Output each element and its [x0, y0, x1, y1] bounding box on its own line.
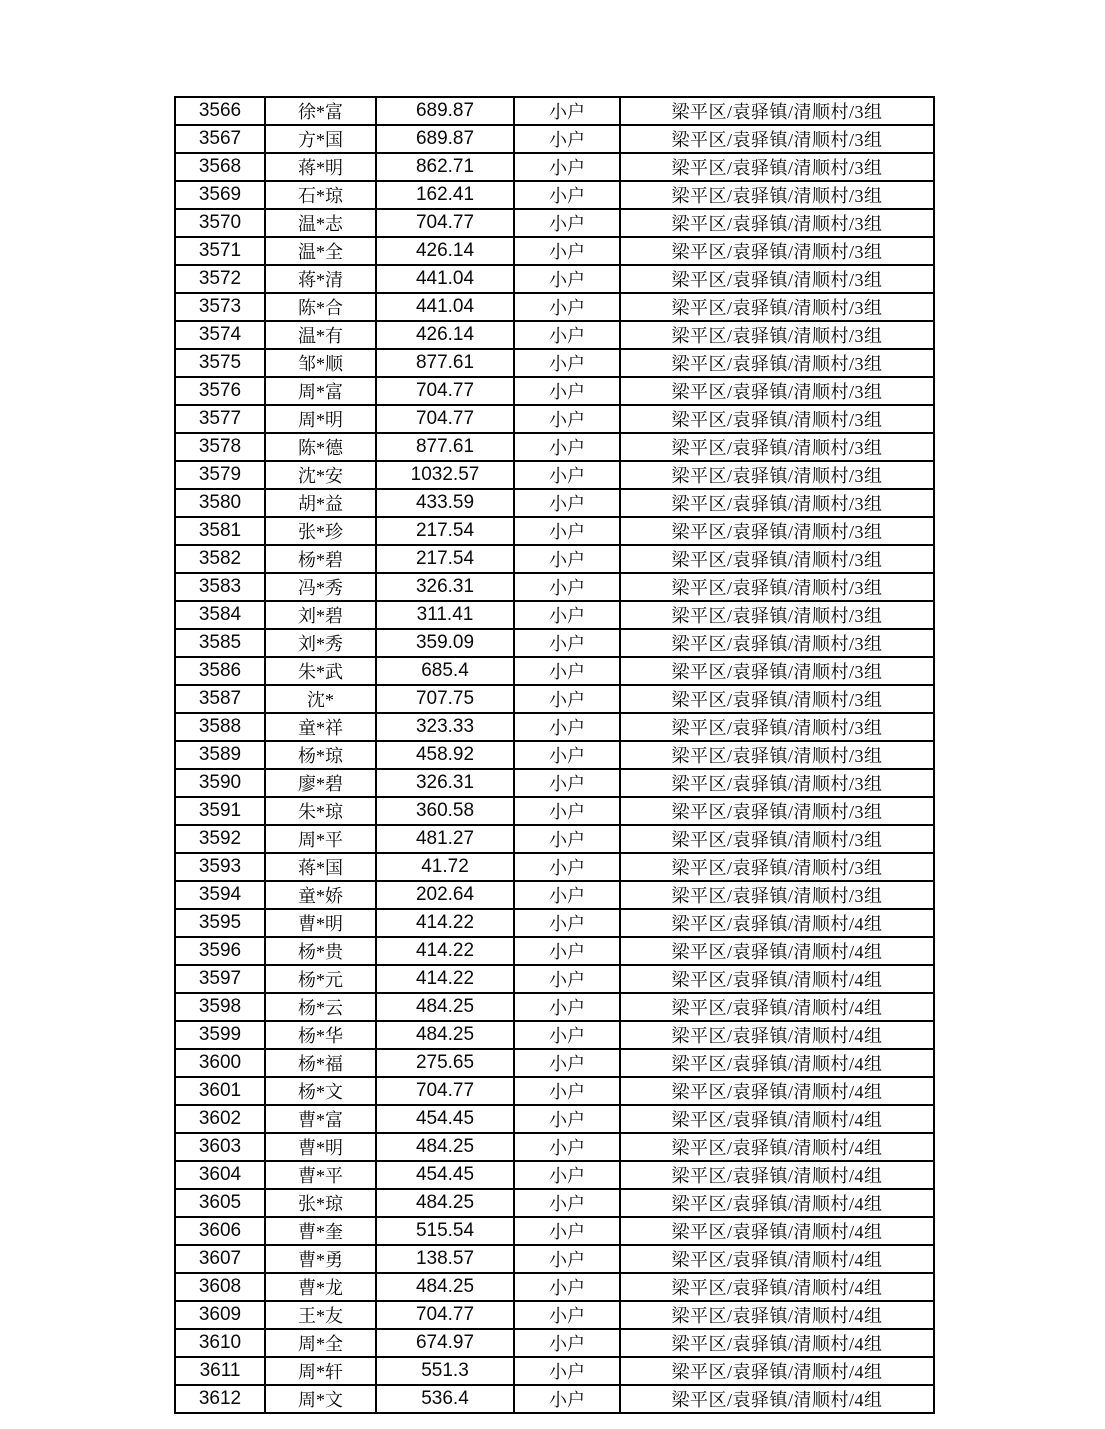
cell-serial: 3595: [175, 909, 265, 937]
table-row: [175, 1161, 934, 1189]
cell-household-type: 小户: [514, 1133, 620, 1161]
cell-serial: 3596: [175, 937, 265, 965]
cell-amount: 41.72: [376, 853, 514, 881]
cell-name: 曹*龙: [265, 1273, 376, 1301]
table-row: [175, 97, 934, 125]
cell-household-type: 小户: [514, 489, 620, 517]
data-table: [174, 96, 935, 1414]
cell-serial: 3607: [175, 1245, 265, 1273]
cell-household-type: 小户: [514, 1021, 620, 1049]
cell-serial: 3606: [175, 1217, 265, 1245]
table-row: [175, 937, 934, 965]
table-row: [175, 769, 934, 797]
table-row: [175, 265, 934, 293]
cell-name: 温*志: [265, 209, 376, 237]
cell-name: 杨*琼: [265, 741, 376, 769]
table-row: [175, 601, 934, 629]
cell-address: 梁平区/袁驿镇/清顺村/4组: [620, 1273, 934, 1301]
cell-name: 曹*明: [265, 1133, 376, 1161]
table-row: [175, 517, 934, 545]
cell-name: 周*轩: [265, 1357, 376, 1385]
cell-amount: 515.54: [376, 1217, 514, 1245]
cell-amount: 359.09: [376, 629, 514, 657]
cell-household-type: 小户: [514, 1357, 620, 1385]
cell-serial: 3611: [175, 1357, 265, 1385]
table-body: [175, 97, 934, 1413]
cell-address: 梁平区/袁驿镇/清顺村/4组: [620, 1105, 934, 1133]
cell-address: 梁平区/袁驿镇/清顺村/4组: [620, 1217, 934, 1245]
cell-household-type: 小户: [514, 909, 620, 937]
cell-address: 梁平区/袁驿镇/清顺村/4组: [620, 965, 934, 993]
cell-serial: 3592: [175, 825, 265, 853]
cell-household-type: 小户: [514, 265, 620, 293]
cell-address: 梁平区/袁驿镇/清顺村/3组: [620, 629, 934, 657]
cell-serial: 3580: [175, 489, 265, 517]
table-row: [175, 293, 934, 321]
cell-name: 杨*贵: [265, 937, 376, 965]
cell-household-type: 小户: [514, 349, 620, 377]
cell-household-type: 小户: [514, 993, 620, 1021]
cell-serial: 3602: [175, 1105, 265, 1133]
cell-address: 梁平区/袁驿镇/清顺村/3组: [620, 769, 934, 797]
table-row: [175, 1189, 934, 1217]
cell-household-type: 小户: [514, 181, 620, 209]
cell-household-type: 小户: [514, 1301, 620, 1329]
cell-name: 刘*秀: [265, 629, 376, 657]
cell-address: 梁平区/袁驿镇/清顺村/4组: [620, 1385, 934, 1413]
cell-amount: 454.45: [376, 1161, 514, 1189]
cell-address: 梁平区/袁驿镇/清顺村/3组: [620, 881, 934, 909]
cell-name: 童*娇: [265, 881, 376, 909]
table-row: [175, 825, 934, 853]
table-row: [175, 713, 934, 741]
cell-serial: 3578: [175, 433, 265, 461]
cell-household-type: 小户: [514, 1245, 620, 1273]
cell-amount: 275.65: [376, 1049, 514, 1077]
cell-address: 梁平区/袁驿镇/清顺村/3组: [620, 321, 934, 349]
cell-household-type: 小户: [514, 1329, 620, 1357]
cell-amount: 484.25: [376, 1133, 514, 1161]
cell-address: 梁平区/袁驿镇/清顺村/4组: [620, 909, 934, 937]
cell-address: 梁平区/袁驿镇/清顺村/3组: [620, 517, 934, 545]
cell-household-type: 小户: [514, 293, 620, 321]
table-row: [175, 909, 934, 937]
cell-address: 梁平区/袁驿镇/清顺村/3组: [620, 209, 934, 237]
cell-name: 曹*平: [265, 1161, 376, 1189]
cell-serial: 3610: [175, 1329, 265, 1357]
table-row: [175, 153, 934, 181]
table-row: [175, 797, 934, 825]
cell-amount: 704.77: [376, 209, 514, 237]
cell-address: 梁平区/袁驿镇/清顺村/3组: [620, 405, 934, 433]
cell-name: 温*全: [265, 237, 376, 265]
cell-amount: 484.25: [376, 1273, 514, 1301]
cell-serial: 3582: [175, 545, 265, 573]
cell-household-type: 小户: [514, 1273, 620, 1301]
cell-address: 梁平区/袁驿镇/清顺村/3组: [620, 573, 934, 601]
cell-serial: 3600: [175, 1049, 265, 1077]
cell-amount: 217.54: [376, 517, 514, 545]
cell-address: 梁平区/袁驿镇/清顺村/3组: [620, 433, 934, 461]
cell-name: 张*珍: [265, 517, 376, 545]
cell-amount: 877.61: [376, 433, 514, 461]
cell-address: 梁平区/袁驿镇/清顺村/3组: [620, 657, 934, 685]
cell-name: 曹*富: [265, 1105, 376, 1133]
cell-name: 蒋*明: [265, 153, 376, 181]
cell-name: 杨*碧: [265, 545, 376, 573]
cell-address: 梁平区/袁驿镇/清顺村/4组: [620, 1049, 934, 1077]
table-row: [175, 1329, 934, 1357]
cell-serial: 3612: [175, 1385, 265, 1413]
cell-serial: 3609: [175, 1301, 265, 1329]
cell-amount: 162.41: [376, 181, 514, 209]
cell-serial: 3594: [175, 881, 265, 909]
cell-name: 冯*秀: [265, 573, 376, 601]
cell-amount: 1032.57: [376, 461, 514, 489]
cell-name: 周*明: [265, 405, 376, 433]
table-row: [175, 1049, 934, 1077]
cell-address: 梁平区/袁驿镇/清顺村/4组: [620, 937, 934, 965]
cell-address: 梁平区/袁驿镇/清顺村/4组: [620, 1245, 934, 1273]
cell-address: 梁平区/袁驿镇/清顺村/4组: [620, 1189, 934, 1217]
cell-amount: 689.87: [376, 97, 514, 125]
cell-household-type: 小户: [514, 965, 620, 993]
cell-serial: 3599: [175, 1021, 265, 1049]
table-row: [175, 1301, 934, 1329]
cell-amount: 326.31: [376, 573, 514, 601]
cell-name: 杨*元: [265, 965, 376, 993]
cell-address: 梁平区/袁驿镇/清顺村/3组: [620, 181, 934, 209]
cell-serial: 3566: [175, 97, 265, 125]
cell-household-type: 小户: [514, 153, 620, 181]
cell-address: 梁平区/袁驿镇/清顺村/3组: [620, 125, 934, 153]
cell-amount: 360.58: [376, 797, 514, 825]
cell-serial: 3598: [175, 993, 265, 1021]
table-row: [175, 545, 934, 573]
cell-name: 朱*武: [265, 657, 376, 685]
cell-name: 杨*云: [265, 993, 376, 1021]
cell-household-type: 小户: [514, 713, 620, 741]
table-row: [175, 685, 934, 713]
cell-serial: 3577: [175, 405, 265, 433]
cell-amount: 481.27: [376, 825, 514, 853]
table-row: [175, 993, 934, 1021]
cell-household-type: 小户: [514, 517, 620, 545]
cell-serial: 3571: [175, 237, 265, 265]
cell-address: 梁平区/袁驿镇/清顺村/3组: [620, 349, 934, 377]
cell-amount: 877.61: [376, 349, 514, 377]
cell-name: 杨*文: [265, 1077, 376, 1105]
cell-household-type: 小户: [514, 1217, 620, 1245]
table-row: [175, 629, 934, 657]
cell-amount: 414.22: [376, 937, 514, 965]
cell-household-type: 小户: [514, 125, 620, 153]
cell-serial: 3569: [175, 181, 265, 209]
cell-address: 梁平区/袁驿镇/清顺村/3组: [620, 713, 934, 741]
cell-name: 温*有: [265, 321, 376, 349]
cell-household-type: 小户: [514, 461, 620, 489]
cell-household-type: 小户: [514, 237, 620, 265]
cell-amount: 433.59: [376, 489, 514, 517]
cell-amount: 441.04: [376, 293, 514, 321]
cell-serial: 3581: [175, 517, 265, 545]
cell-name: 曹*明: [265, 909, 376, 937]
cell-amount: 441.04: [376, 265, 514, 293]
cell-household-type: 小户: [514, 1105, 620, 1133]
cell-household-type: 小户: [514, 433, 620, 461]
cell-serial: 3575: [175, 349, 265, 377]
cell-name: 邹*顺: [265, 349, 376, 377]
cell-address: 梁平区/袁驿镇/清顺村/3组: [620, 685, 934, 713]
cell-amount: 426.14: [376, 237, 514, 265]
table-row: [175, 209, 934, 237]
cell-serial: 3579: [175, 461, 265, 489]
cell-name: 曹*勇: [265, 1245, 376, 1273]
cell-name: 廖*碧: [265, 769, 376, 797]
cell-address: 梁平区/袁驿镇/清顺村/3组: [620, 825, 934, 853]
table-row: [175, 741, 934, 769]
cell-name: 胡*益: [265, 489, 376, 517]
cell-amount: 685.4: [376, 657, 514, 685]
cell-household-type: 小户: [514, 741, 620, 769]
table-row: [175, 377, 934, 405]
cell-name: 沈*: [265, 685, 376, 713]
cell-amount: 484.25: [376, 993, 514, 1021]
cell-address: 梁平区/袁驿镇/清顺村/4组: [620, 1357, 934, 1385]
cell-serial: 3576: [175, 377, 265, 405]
cell-name: 杨*华: [265, 1021, 376, 1049]
cell-amount: 484.25: [376, 1189, 514, 1217]
cell-household-type: 小户: [514, 853, 620, 881]
cell-serial: 3585: [175, 629, 265, 657]
cell-name: 周*富: [265, 377, 376, 405]
table-row: [175, 1021, 934, 1049]
cell-serial: 3603: [175, 1133, 265, 1161]
cell-household-type: 小户: [514, 97, 620, 125]
cell-serial: 3567: [175, 125, 265, 153]
cell-serial: 3591: [175, 797, 265, 825]
cell-address: 梁平区/袁驿镇/清顺村/3组: [620, 741, 934, 769]
cell-name: 杨*福: [265, 1049, 376, 1077]
cell-serial: 3587: [175, 685, 265, 713]
cell-amount: 704.77: [376, 377, 514, 405]
cell-address: 梁平区/袁驿镇/清顺村/3组: [620, 265, 934, 293]
cell-serial: 3584: [175, 601, 265, 629]
cell-household-type: 小户: [514, 545, 620, 573]
cell-amount: 862.71: [376, 153, 514, 181]
table-row: [175, 881, 934, 909]
cell-amount: 323.33: [376, 713, 514, 741]
cell-household-type: 小户: [514, 601, 620, 629]
cell-household-type: 小户: [514, 769, 620, 797]
cell-address: 梁平区/袁驿镇/清顺村/4组: [620, 1301, 934, 1329]
table-row: [175, 1273, 934, 1301]
cell-name: 陈*合: [265, 293, 376, 321]
cell-name: 刘*碧: [265, 601, 376, 629]
cell-amount: 536.4: [376, 1385, 514, 1413]
cell-household-type: 小户: [514, 1077, 620, 1105]
cell-name: 沈*安: [265, 461, 376, 489]
cell-household-type: 小户: [514, 629, 620, 657]
cell-household-type: 小户: [514, 685, 620, 713]
table-row: [175, 1217, 934, 1245]
cell-serial: 3605: [175, 1189, 265, 1217]
cell-household-type: 小户: [514, 1385, 620, 1413]
table-row: [175, 657, 934, 685]
cell-amount: 674.97: [376, 1329, 514, 1357]
table-row: [175, 349, 934, 377]
cell-household-type: 小户: [514, 657, 620, 685]
cell-amount: 426.14: [376, 321, 514, 349]
table-row: [175, 461, 934, 489]
cell-address: 梁平区/袁驿镇/清顺村/4组: [620, 1021, 934, 1049]
cell-name: 周*文: [265, 1385, 376, 1413]
cell-address: 梁平区/袁驿镇/清顺村/3组: [620, 377, 934, 405]
cell-address: 梁平区/袁驿镇/清顺村/4组: [620, 1161, 934, 1189]
cell-household-type: 小户: [514, 377, 620, 405]
cell-address: 梁平区/袁驿镇/清顺村/3组: [620, 237, 934, 265]
cell-amount: 326.31: [376, 769, 514, 797]
table-row: [175, 489, 934, 517]
table-row: [175, 1133, 934, 1161]
cell-amount: 454.45: [376, 1105, 514, 1133]
cell-name: 周*全: [265, 1329, 376, 1357]
cell-name: 徐*富: [265, 97, 376, 125]
cell-serial: 3593: [175, 853, 265, 881]
cell-amount: 704.77: [376, 1077, 514, 1105]
cell-household-type: 小户: [514, 797, 620, 825]
cell-serial: 3583: [175, 573, 265, 601]
cell-address: 梁平区/袁驿镇/清顺村/3组: [620, 293, 934, 321]
cell-serial: 3597: [175, 965, 265, 993]
cell-name: 陈*德: [265, 433, 376, 461]
cell-amount: 704.77: [376, 405, 514, 433]
cell-address: 梁平区/袁驿镇/清顺村/4组: [620, 1329, 934, 1357]
table-row: [175, 125, 934, 153]
cell-amount: 551.3: [376, 1357, 514, 1385]
table-row: [175, 1105, 934, 1133]
table-row: [175, 1357, 934, 1385]
cell-household-type: 小户: [514, 321, 620, 349]
cell-household-type: 小户: [514, 573, 620, 601]
table-row: [175, 573, 934, 601]
cell-address: 梁平区/袁驿镇/清顺村/4组: [620, 1077, 934, 1105]
cell-serial: 3574: [175, 321, 265, 349]
cell-serial: 3572: [175, 265, 265, 293]
cell-household-type: 小户: [514, 1189, 620, 1217]
cell-serial: 3588: [175, 713, 265, 741]
cell-serial: 3590: [175, 769, 265, 797]
cell-name: 方*国: [265, 125, 376, 153]
cell-address: 梁平区/袁驿镇/清顺村/4组: [620, 993, 934, 1021]
cell-amount: 202.64: [376, 881, 514, 909]
cell-name: 蒋*清: [265, 265, 376, 293]
cell-household-type: 小户: [514, 1049, 620, 1077]
cell-address: 梁平区/袁驿镇/清顺村/3组: [620, 153, 934, 181]
cell-address: 梁平区/袁驿镇/清顺村/4组: [620, 1133, 934, 1161]
cell-serial: 3604: [175, 1161, 265, 1189]
cell-address: 梁平区/袁驿镇/清顺村/3组: [620, 853, 934, 881]
cell-address: 梁平区/袁驿镇/清顺村/3组: [620, 601, 934, 629]
cell-amount: 311.41: [376, 601, 514, 629]
cell-amount: 707.75: [376, 685, 514, 713]
cell-name: 朱*琼: [265, 797, 376, 825]
cell-name: 曹*奎: [265, 1217, 376, 1245]
cell-serial: 3573: [175, 293, 265, 321]
cell-name: 童*祥: [265, 713, 376, 741]
cell-address: 梁平区/袁驿镇/清顺村/3组: [620, 797, 934, 825]
cell-serial: 3570: [175, 209, 265, 237]
cell-address: 梁平区/袁驿镇/清顺村/3组: [620, 461, 934, 489]
cell-serial: 3601: [175, 1077, 265, 1105]
table-row: [175, 1077, 934, 1105]
table-row: [175, 321, 934, 349]
cell-amount: 689.87: [376, 125, 514, 153]
cell-name: 周*平: [265, 825, 376, 853]
cell-address: 梁平区/袁驿镇/清顺村/3组: [620, 489, 934, 517]
table-row: [175, 1245, 934, 1273]
table-row: [175, 181, 934, 209]
cell-household-type: 小户: [514, 881, 620, 909]
cell-amount: 217.54: [376, 545, 514, 573]
cell-name: 王*友: [265, 1301, 376, 1329]
cell-serial: 3589: [175, 741, 265, 769]
cell-name: 蒋*国: [265, 853, 376, 881]
cell-serial: 3568: [175, 153, 265, 181]
cell-amount: 484.25: [376, 1021, 514, 1049]
cell-address: 梁平区/袁驿镇/清顺村/3组: [620, 97, 934, 125]
cell-name: 石*琼: [265, 181, 376, 209]
cell-household-type: 小户: [514, 825, 620, 853]
table-row: [175, 433, 934, 461]
cell-amount: 414.22: [376, 909, 514, 937]
table-row: [175, 1385, 934, 1413]
cell-amount: 458.92: [376, 741, 514, 769]
table-row: [175, 405, 934, 433]
cell-serial: 3586: [175, 657, 265, 685]
cell-household-type: 小户: [514, 1161, 620, 1189]
table-row: [175, 237, 934, 265]
table-row: [175, 965, 934, 993]
cell-amount: 704.77: [376, 1301, 514, 1329]
cell-address: 梁平区/袁驿镇/清顺村/3组: [620, 545, 934, 573]
cell-household-type: 小户: [514, 405, 620, 433]
cell-name: 张*琼: [265, 1189, 376, 1217]
cell-amount: 414.22: [376, 965, 514, 993]
cell-household-type: 小户: [514, 209, 620, 237]
table-row: [175, 853, 934, 881]
cell-household-type: 小户: [514, 937, 620, 965]
cell-serial: 3608: [175, 1273, 265, 1301]
cell-amount: 138.57: [376, 1245, 514, 1273]
